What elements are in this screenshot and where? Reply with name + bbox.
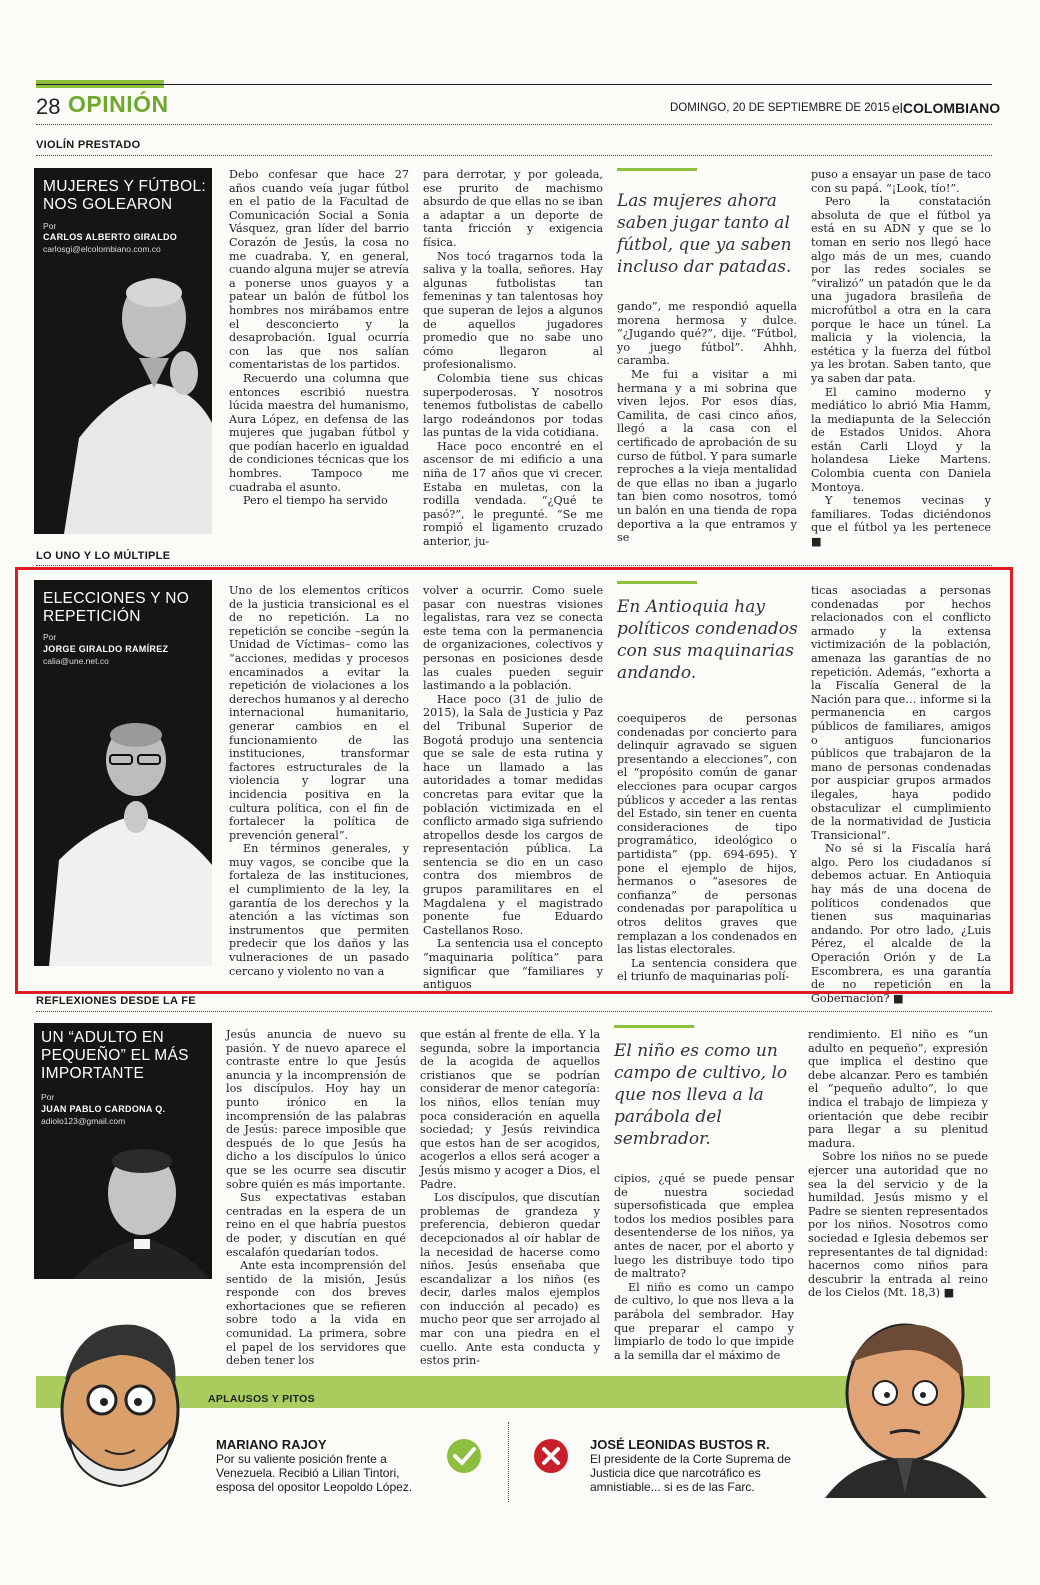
article1-pullquote-bar — [617, 168, 697, 171]
paragraph: cipios, ¿qué se puede pensar de nuestra sociedad supersofisticada que emplea todos los medios posibles para desentenderse de los niños, ya antes de nacer, por el aborto y luego les distribuye todo tipo de maltrato? — [614, 1172, 794, 1281]
article1-pullquote: Las mujeres ahora saben jugar tanto al fútbol, que ya saben incluso dar patadas. — [617, 191, 792, 277]
paragraph: Jesús anuncia de nuevo su pasión. Y de nuevo aparece el contraste entre lo que Jesús anuncia y la incomprensión de los discípulos. Hoy hay un punto irónico en la incomprensión de las palabras de Jesús: parece imposible que después de lo que Jesús ha dicho a los discípulos lo único que se les ocurre sea discutir sobre quién es más importante. — [226, 1028, 406, 1191]
paragraph: El camino moderno y mediático lo abrió Mia Hamm, la mediapunta de la Selección de Estados Unidos. Ahora están Carli Lloyd y la holandesa Lieke Martens. Colombia cuenta con Daniela Montoya. — [811, 385, 991, 494]
article3-section-label: REFLEXIONES DESDE LA FE — [36, 995, 196, 1007]
aplausos-left-name: MARIANO RAJOY — [216, 1437, 327, 1452]
article3-author-photo — [34, 1135, 212, 1279]
article1-author: CARLOS ALBERTO GIRALDO — [43, 232, 178, 242]
brand-name: COLOMBIANO — [902, 100, 1001, 116]
aplausos-label: APLAUSOS Y PITOS — [208, 1393, 315, 1405]
article3-author: JUAN PABLO CARDONA Q. — [41, 1104, 166, 1114]
article1-column-4 — [811, 168, 991, 549]
paragraph: ticas asociadas a personas condenadas por hechos relacionados con el conflicto armado y la extensa victimización de la población, amenaza las garantías de no repetición. Además, “exhorta a la Fiscalía General de la Nación para que… informe si la permanencia en cargos públicos de familiares, amigos o antiguos funcionarios públicos que trabajaron de la mano de personas condenadas por auspiciar grupos armados ilegales, haya podido obstaculizar el cumplimiento de la normatividad de Justicia Transicional”. — [811, 584, 991, 842]
paragraph: coequiperos de personas condenadas por concierto para delinquir agravado se siguen presentando a elecciones”, con el “propósito común de ganar elecciones para ocupar cargos públicos y acceder a las rentas del Estado, sin tener en cuenta consideraciones de tipo programático, ideológico o partidista” (pp. 694-695). Y pone el ejemplo de hijos, hermanos o “asesores de confianza” de personas condenadas por parapolítica u otros delitos graves que remplazan a los condenados en las listas electorales. — [617, 712, 797, 957]
article2-title: ELECCIONES Y NO REPETICIÓN — [43, 590, 190, 625]
article1-email: carlosgi@elcolombiano.com.co — [43, 244, 161, 254]
paragraph: volver a ocurrir. Como suele pasar con nuestras visiones legalistas, rara vez se conecta este tema con la permanencia de organizaciones, colectivos y personas en posiciones desde las cuales pueden seguir lastimando a la población. — [423, 584, 603, 693]
paragraph: Debo confesar que hace 27 años cuando veía jugar fútbol en el patio de la Facultad de Comunicación Social a Sonia Vásquez, gran líder del barrio Corazón de Jesús, la cosa no me cuadraba. Y, en general, cuando alguna mujer se atrevía a ponerse unos guayos y a patear un balón de fútbol los hombres nos mirábamos entre el desconcierto y la desaprobación. Igual ocurría con las que nos salían comentaristas de los partidos. — [229, 168, 409, 372]
article3-pullquote: El niño es como un campo de cultivo, lo que nos lleva a la parábola del sembrador. — [614, 1041, 788, 1149]
page-number: 28 — [36, 94, 61, 119]
paragraph: gando”, me respondió aquella morena hermosa y dulce. “¿Jugando qué?”, dije. “Fútbol, yo juego fútbol”. Ahhh, caramba. — [617, 300, 797, 368]
aplausos-divider — [508, 1422, 510, 1502]
caricature-right — [815, 1308, 990, 1498]
article3-column-1 — [226, 1028, 406, 1368]
cross-icon — [533, 1438, 569, 1474]
article1-byline-por: Por — [43, 221, 57, 231]
article3-email: adiolo123@gmail.com — [41, 1116, 126, 1126]
article2-pullquote: En Antioquia hay políticos condenados con sus maquinarias andando. — [617, 597, 798, 683]
paragraph: Y tenemos vecinas y familiares. Todas diciéndonos que el fútbol ya les pertenece ■ — [811, 494, 991, 549]
article2-email: calia@une.net.co — [43, 656, 109, 666]
paragraph: Uno de los elementos críticos de la justicia transicional es el de no repetición. La no repetición se concibe –según la Unidad de Víctimas– como las “acciones, medidas y procesos encaminados a evitar la repetición de violaciones a los derechos humanos y al derecho internacional humanitario, generar cambios en el funcionamiento de las instituciones, transformar factores estructurales de la violencia y lograr una incidencia positiva en la cultura política, con el fin de fortalecer la política de prevención general”. — [229, 584, 409, 842]
header-divider — [36, 124, 992, 125]
highlight-box — [15, 567, 1013, 994]
article1-title: MUJERES Y FÚTBOL: NOS GOLEARON — [43, 178, 207, 213]
paragraph: Hace poco (31 de julio de 2015), la Sala de Justicia y Paz del Tribunal Superior de Bogotá produjo una sentencia que se sale de esta rutina y hace un llamado a las autoridades a tomar medidas concretas para evitar que la población victimizada en el conflicto armado siga sufriendo atropellos desde los cargos de representación pública. La sentencia se dio en un caso contra dos miembros de grupos paramilitares en el Magdalena y el magistrado ponente fue Eduardo Castellanos Roso. — [423, 692, 603, 937]
article3-author-panel — [34, 1023, 212, 1279]
article3-column-3 — [614, 1172, 794, 1362]
article3-pullquote-bar — [614, 1025, 694, 1028]
paragraph: La sentencia considera que el triunfo de maquinarias polí- — [617, 956, 797, 984]
paragraph: Pero la constatación absoluta de que el fútbol ya está en su ADN y que se lo toman en serio nos llegó hace algo más de un mes, cuando por las redes sociales se “viralizó” un patadón que le da una jugadora brasileña de microfútbol a otra en la cara porque le hace un túnel. La malicia y la violencia, la estética y la fuerza del fútbol ya les brotan. Saben tanto, que ya saben dar pata. — [811, 195, 991, 385]
paragraph: En términos generales, y muy vagos, se concibe que la fortaleza de las instituciones, el cumplimiento de la ley, la garantía de los derechos y la atención a las víctimas son instrumentos que permiten predecir que los daños y las vulneraciones de un pasado cercano y violento no van a — [229, 842, 409, 978]
aplausos-right-text: El presidente de la Corte Suprema de Justicia dice que narcotráfico es amnistiable... si es de las Farc. — [590, 1452, 791, 1494]
article3-column-4 — [808, 1028, 988, 1300]
aplausos-left-text: Por su valiente posición frente a Venezuela. Recibió a Lilian Tintori, esposa del opositor Leopoldo López. — [216, 1452, 413, 1494]
article2-author: JORGE GIRALDO RAMÍREZ — [43, 644, 169, 654]
paragraph: Pero el tiempo ha servido — [243, 494, 388, 508]
paragraph: Los discípulos, que discutían problemas de grandeza y preferencia, debieron quedar decepcionados al oír hablar de la necesidad de hacerse como niños. Jesús enseñaba que escandalizar a los niños (es decir, darles malos ejemplos con inducción al pecado) es mucho peor que ser arrojado al mar con una piedra en el cuello. Ante esta conducta y estos prin- — [420, 1191, 600, 1368]
brand-prefix: el — [892, 100, 903, 116]
newspaper-brand — [892, 100, 1000, 116]
article3-byline-por: Por — [41, 1092, 55, 1102]
article3-divider — [36, 1011, 992, 1012]
article1-author-photo — [34, 263, 212, 534]
article3-title: UN “ADULTO EN PEQUEÑO” EL MÁS IMPORTANTE — [41, 1029, 189, 1082]
paragraph: Ante esta incomprensión del sentido de la misión, Jesús responde con dos breves exhortaciones que se refieren sobre todo a la vida en comunidad. La primera, sobre el papel de los servidores que deben tener los — [226, 1259, 406, 1368]
article2-section-label: LO UNO Y LO MÚLTIPLE — [36, 550, 171, 562]
caricature-left — [40, 1300, 195, 1490]
header-rule — [36, 84, 992, 85]
paragraph: El niño es como un campo de cultivo, lo que nos lleva a la parábola del sembrador. Hay que preparar el campo y limpiarlo de todo lo que impide a la semilla dar el máximo de — [614, 1280, 794, 1362]
section-title: OPINIÓN — [68, 91, 169, 117]
dateline: DOMINGO, 20 DE SEPTIEMBRE DE 2015 — [670, 102, 890, 114]
paragraph: Hace poco encontré en el ascensor de mi edificio a una niña de 17 años que vi crecer. Estaba en muletas, con la rodilla vendada. “¿Qué te pasó?”, le pregunté. “Se me rompió el ligamento cruzado anterior, ju- — [423, 439, 603, 549]
paragraph: No sé si la Fiscalía hará algo. Pero los ciudadanos sí debemos actuar. En Antioquia hay más de una docena de políticos condenados que tienen sus maquinarias andando. Por otro lado, ¿Luis Pérez, el alcalde de la Operación Orión y de La Escombrera, es una garantía de no repetición en la Gobernación? ■ — [811, 842, 991, 1005]
paragraph: Me fui a visitar a mi hermana y a mi sobrina que viven lejos. Por esos días, Camilita, de casi cinco años, llegó a la casa con el certificado de aprobación de su curso de fútbol. Y para sumarle reproches a la vieja mentalidad de que ellas no iban a jugarlo tan bien como nosotros, tomó un balón en una tienda de ropa deportiva a la que entramos y se — [617, 367, 797, 545]
paragraph: Colombia tiene sus chicas superpoderosas. Y nosotros tenemos futbolistas de cabello largo rodeándonos por todas las puntas de la vida cotidiana. — [423, 371, 603, 440]
article2-divider — [36, 565, 992, 566]
check-icon — [446, 1438, 482, 1474]
paragraph: La sentencia usa el concepto “maquinaria política” para significar que “familiares y antiguos — [423, 937, 603, 992]
article2-byline-por: Por — [43, 632, 57, 642]
aplausos-right-name: JOSÉ LEONIDAS BUSTOS R. — [590, 1437, 770, 1452]
article1-column-3 — [617, 300, 797, 545]
paragraph: para derrotar, y por goleada, ese prurito de machismo absurdo de que ellas no se iban a adaptar a un deporte de tanta fricción y exigencia física. — [423, 168, 603, 249]
paragraph: que están al frente de ella. Y la segunda, sobre la importancia de la acogida de aquellos cristianos que se podrían considerar de menor categoría: los niños, ellos tenían muy poca consideración en aquella sociedad; y Jesús reivindica que estos han de ser acogidos, acogerlos a ellos será acoger a Jesús mismo y acoger a Dios, el Padre. — [420, 1028, 600, 1191]
article1-section-label: VIOLÍN PRESTADO — [36, 139, 141, 151]
paragraph: puso a ensayar un pase de taco con su papá. “¡Look, tío!”. — [811, 168, 991, 195]
article1-divider — [36, 155, 992, 156]
article1-author-panel — [34, 168, 212, 534]
paragraph: Sus expectativas estaban centradas en la espera de un reino en el que habría puestos de poder, y discutían en qué escalafón quedarían todos. — [226, 1191, 406, 1259]
paragraph: rendimiento. El niño es “un adulto en pequeño”, expresión que implica el destino que debe alcanzar. Pero es también el “pequeño adulto”, lo que indica el trabajo de limpieza y orientación que debe recibir para llegar a su plenitud madura. — [808, 1028, 988, 1150]
paragraph: Sobre los niños no se puede ejercer una autoridad que no sea la del servicio y de la humildad. Jesús mismo y el Padre se sienten representados por los niños. Nosotros como sociedad e Iglesia debemos ser representantes de tal dignidad: hacernos como niños para descubrir la entrada al reino de los Cielos (Mt. 18,3) ■ — [808, 1150, 988, 1300]
paragraph: Recuerdo una columna que entonces escribió nuestra lúcida maestra del humanismo, Aura López, en defensa de las mujeres que jugaban fútbol y que podían hacerlo en igualdad de condiciones técnicas que los hombres. Tampoco me cuadraba el asunto. — [229, 371, 409, 494]
article1-column-2 — [423, 168, 603, 549]
paragraph: Nos tocó tragarnos toda la saliva y la toalla, señores. Hay algunas futbolistas tan femeninas y tan talentosas hoy que superan de lejos a algunos de aquellos jugadores promedio que no sabe uno cómo llegaron al profesionalismo. — [423, 249, 603, 372]
article1-column-1 — [229, 168, 409, 532]
article3-column-2 — [420, 1028, 600, 1368]
